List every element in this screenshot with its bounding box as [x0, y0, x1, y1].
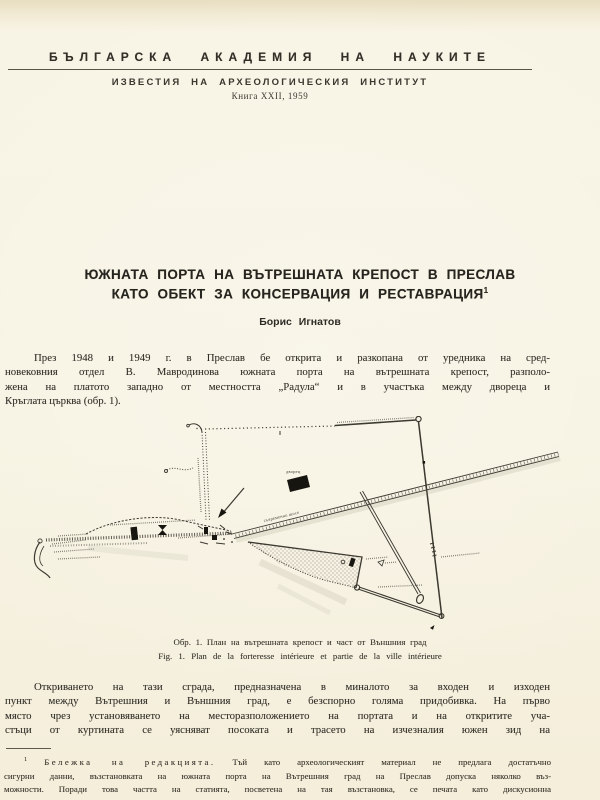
north-dotted-wall-line — [196, 426, 335, 435]
footnote-line: сигурни данни, възстановката на южната порта на Вътрешния град на Преслав допуска няколко въз- — [4, 770, 551, 781]
journal-title: ИЗВЕСТИЯ НА АРХЕОЛОГИЧЕСКИЯ ИНСТИТУТ — [111, 77, 429, 88]
northeast-wall-segment — [335, 416, 421, 425]
figure-caption-french: Fig. 1. Plan de la forteresse intérieure et partie de la ville intérieure — [158, 651, 442, 661]
modern-road — [232, 452, 560, 540]
article-title-block — [0, 267, 600, 328]
road-label: съвременно шосе — [263, 509, 300, 523]
paragraph-line: Откриването на тази сграда, предназначена в миналото за входен и изходен — [34, 681, 550, 693]
small-path-curve — [165, 468, 194, 473]
footnote-line — [4, 753, 551, 770]
paragraph-line: През 1948 и 1949 г. в Преслав бе открита и разкопана от уредника на сред- — [34, 352, 550, 364]
paragraph-line: новековния отдел В. Мавродинова южната порта на вътрешната крепост, разполо- — [5, 366, 550, 379]
footnote-text: Тъй като археологическият материал не предлага достатъчно — [232, 756, 552, 767]
author-name: Борис Игнатов — [259, 315, 341, 328]
article-title-line1: ЮЖНАТА ПОРТА НА ВЪТРЕШНАТА КРЕПОСТ В ПРЕСЛАВ — [84, 267, 516, 282]
academy-name: БЪЛГАРСКА АКАДЕМИЯ НА НАУКИТЕ — [8, 50, 532, 70]
masthead — [8, 50, 532, 101]
palace-building — [286, 469, 310, 492]
south-wall-and-towers — [46, 518, 233, 558]
west-dotted-wall-line — [187, 424, 210, 520]
east-wall-line — [419, 422, 481, 618]
article-title-line2: КАТО ОБЕКТ ЗА КОНСЕРВАЦИЯ И РЕСТАВРАЦИЯ — [111, 286, 484, 302]
west-terrain-spur — [34, 539, 100, 578]
footnote-label: Бележка на редакцията. — [44, 756, 216, 767]
paragraph-line: Кръглата църква (обр. 1). — [5, 395, 121, 408]
stippled-ravine-area — [248, 542, 397, 613]
editorial-footnote — [4, 753, 551, 797]
footnote-rule — [6, 748, 51, 749]
figure-caption-bulgarian: Обр. 1. План на вътрешната крепост и част от Външния град — [173, 637, 427, 647]
paragraph-line: стъци от куртината се уясняват посоката и трасето на изчезналия южен зид на — [5, 724, 550, 737]
south-gate-arrow — [218, 488, 244, 518]
title-footnote-marker: 1 — [483, 286, 489, 295]
paragraph-1 — [5, 351, 550, 409]
footnote-line: можности. Поради това частта на статията, посветена на тая възстановка, се печата като дискусионна — [4, 784, 551, 795]
article-title — [0, 267, 600, 303]
footnote-marker: 1 — [24, 756, 28, 763]
volume-year: Книга XXII, 1959 — [231, 91, 309, 101]
palace-label: дворец — [286, 469, 301, 474]
paragraph-line: жена на платото западно от местността „Радула“ и в участъка между двореца и — [5, 380, 550, 393]
paragraph-line: пункт между Вътрешния и Външния град, е безспорно голяма придобивка. На първо — [5, 695, 550, 708]
southeast-wall-line — [354, 585, 444, 630]
paragraph-line: място чрез установяването на месторазположението на портата и на откритите уча- — [5, 709, 550, 722]
paragraph-2 — [5, 680, 550, 738]
fortress-plan-figure — [28, 416, 572, 634]
